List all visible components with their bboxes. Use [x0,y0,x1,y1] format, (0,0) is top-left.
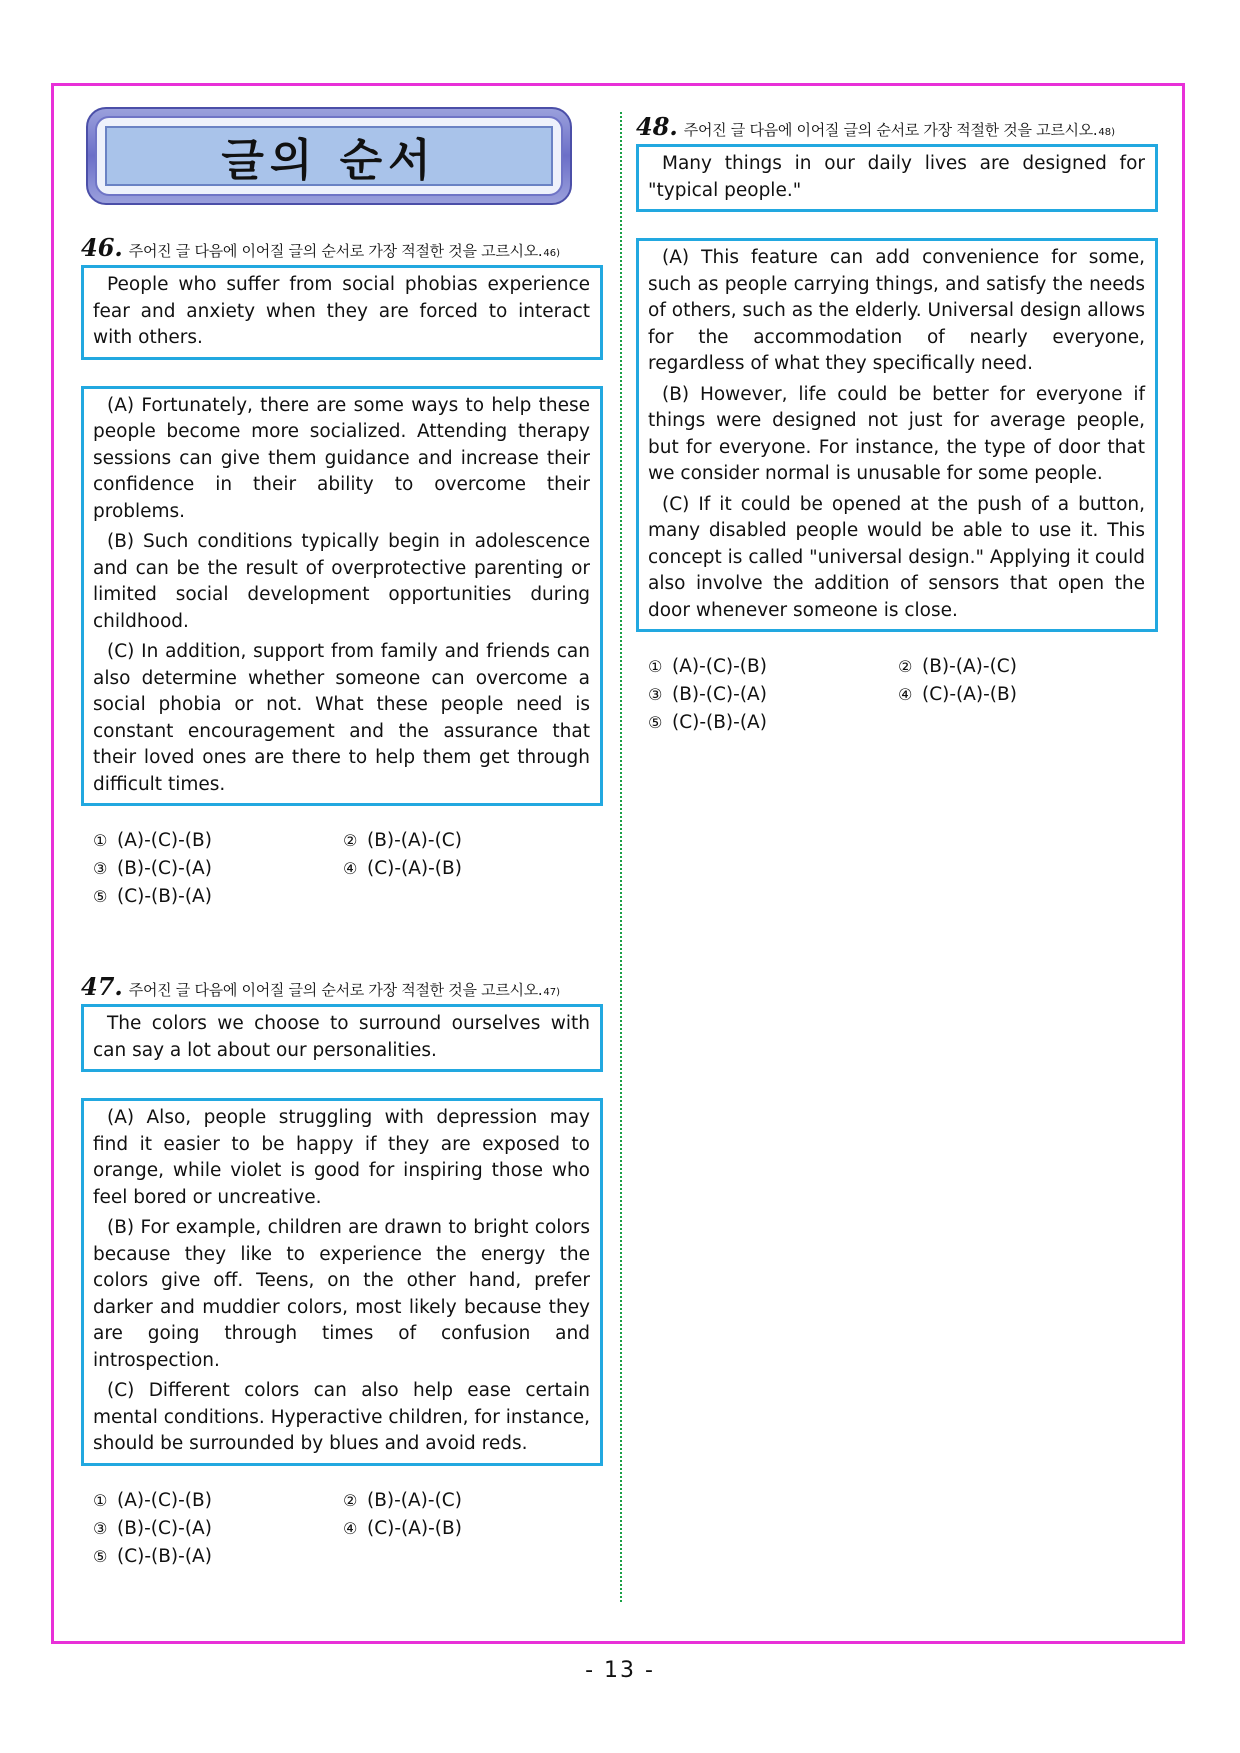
given-passage-box [81,1004,603,1072]
footnote-ref: 47) [543,987,561,998]
choice-5[interactable]: ⑤ (C)-(B)-(A) [648,712,767,733]
question-instruction: 주어진 글 다음에 이어질 글의 순서로 가장 적절한 것을 고르시오. [128,242,543,260]
paragraph-a: (A) This feature can add convenience for some, such as people carrying things, and satisfy the needs of others, such as the elderly. Universal design allows for the accommodation of nearly everyone, regardless of what they specifically need. [648,247,1145,374]
choice-1[interactable]: ① (A)-(C)-(B) [93,830,212,851]
choice-1[interactable]: ① (A)-(C)-(B) [648,656,767,677]
choice-3[interactable]: ③ (B)-(C)-(A) [93,1517,212,1539]
choice-5[interactable]: ⑤ (C)-(B)-(A) [93,886,212,907]
paragraph-b: (B) However, life could be better for everyone if things were designed not just for average people, but for everyone. For instance, the type of door that we consider normal is unusable for some people. [648,383,1145,484]
question-47 [81,972,603,1570]
choice-4[interactable]: ④ (C)-(A)-(B) [898,684,1017,705]
paragraph-b: (B) For example, children are drawn to bright colors because they like to experience the energy the colors give off. Teens, on the other hand, prefer darker and muddier colors, most likely because they are going through times of confusion and introspection. [93,1217,590,1371]
question-header [81,972,603,1001]
choice-5[interactable]: ⑤ (C)-(B)-(A) [93,1545,212,1567]
choice-2[interactable]: ② (B)-(A)-(C) [898,656,1017,677]
given-passage-box [81,265,603,360]
given-passage-box [636,144,1158,212]
page-number: - 13 - [585,1658,655,1683]
right-column [636,112,1158,736]
paragraph-a: (A) Also, people struggling with depression may find it easier to be happy if they are exposed to orange, while violet is good for inspiring those who feel bored or uncreative. [93,1107,590,1208]
question-48 [636,112,1158,736]
question-number: 46. [81,233,123,262]
given-passage: People who suffer from social phobias experience fear and anxiety when they are forced to interact with others. [93,274,590,348]
paragraphs-box [81,386,603,807]
choice-3[interactable]: ③ (B)-(C)-(A) [93,858,212,879]
answer-choices [636,654,1158,736]
choice-2[interactable]: ② (B)-(A)-(C) [343,830,462,851]
answer-choices [81,828,603,910]
given-passage: The colors we choose to surround ourselves with can say a lot about our personalities. [93,1013,590,1061]
paragraph-c: (C) Different colors can also help ease certain mental conditions. Hyperactive children, for instance, should be surrounded by blues and avoid reds. [93,1380,590,1454]
paragraph-c: (C) In addition, support from family and friends can also determine whether someone can overcome a social phobia or not. What these people need is constant encouragement and the assurance that their loved ones are there to help them get through difficult times. [93,641,590,795]
choice-4[interactable]: ④ (C)-(A)-(B) [343,858,462,879]
question-number: 47. [81,972,123,1001]
footnote-ref: 48) [1098,127,1116,138]
paragraphs-box [81,1098,603,1466]
section-banner [86,107,572,205]
left-column [81,107,603,1570]
question-46 [81,233,603,910]
choice-4[interactable]: ④ (C)-(A)-(B) [343,1517,462,1539]
column-divider [620,112,622,1602]
paragraphs-box [636,238,1158,632]
choice-3[interactable]: ③ (B)-(C)-(A) [648,684,767,705]
question-header [81,233,603,262]
paragraph-b: (B) Such conditions typically begin in adolescence and can be the result of overprotective parenting or limited social development opportunities during childhood. [93,531,590,632]
answer-choices [81,1488,603,1570]
question-instruction: 주어진 글 다음에 이어질 글의 순서로 가장 적절한 것을 고르시오. [683,121,1098,139]
question-header [636,112,1158,141]
given-passage: Many things in our daily lives are designed for "typical people." [648,153,1145,201]
footnote-ref: 46) [543,248,561,259]
choice-2[interactable]: ② (B)-(A)-(C) [343,1489,462,1511]
question-instruction: 주어진 글 다음에 이어질 글의 순서로 가장 적절한 것을 고르시오. [128,981,543,999]
paragraph-c: (C) If it could be opened at the push of a button, many disabled people would be able to use it. This concept is called "universal design." Applying it could also involve the addition of sensors that open the door whenever someone is close. [648,493,1145,621]
section-title: 글의 순서 [221,135,437,186]
paragraph-a: (A) Fortunately, there are some ways to help these people become more socialized. Attending therapy sessions can give them guidance and increase their confidence in their ability to overcome their problems. [93,394,590,522]
question-number: 48. [636,112,678,141]
choice-1[interactable]: ① (A)-(C)-(B) [93,1489,212,1511]
